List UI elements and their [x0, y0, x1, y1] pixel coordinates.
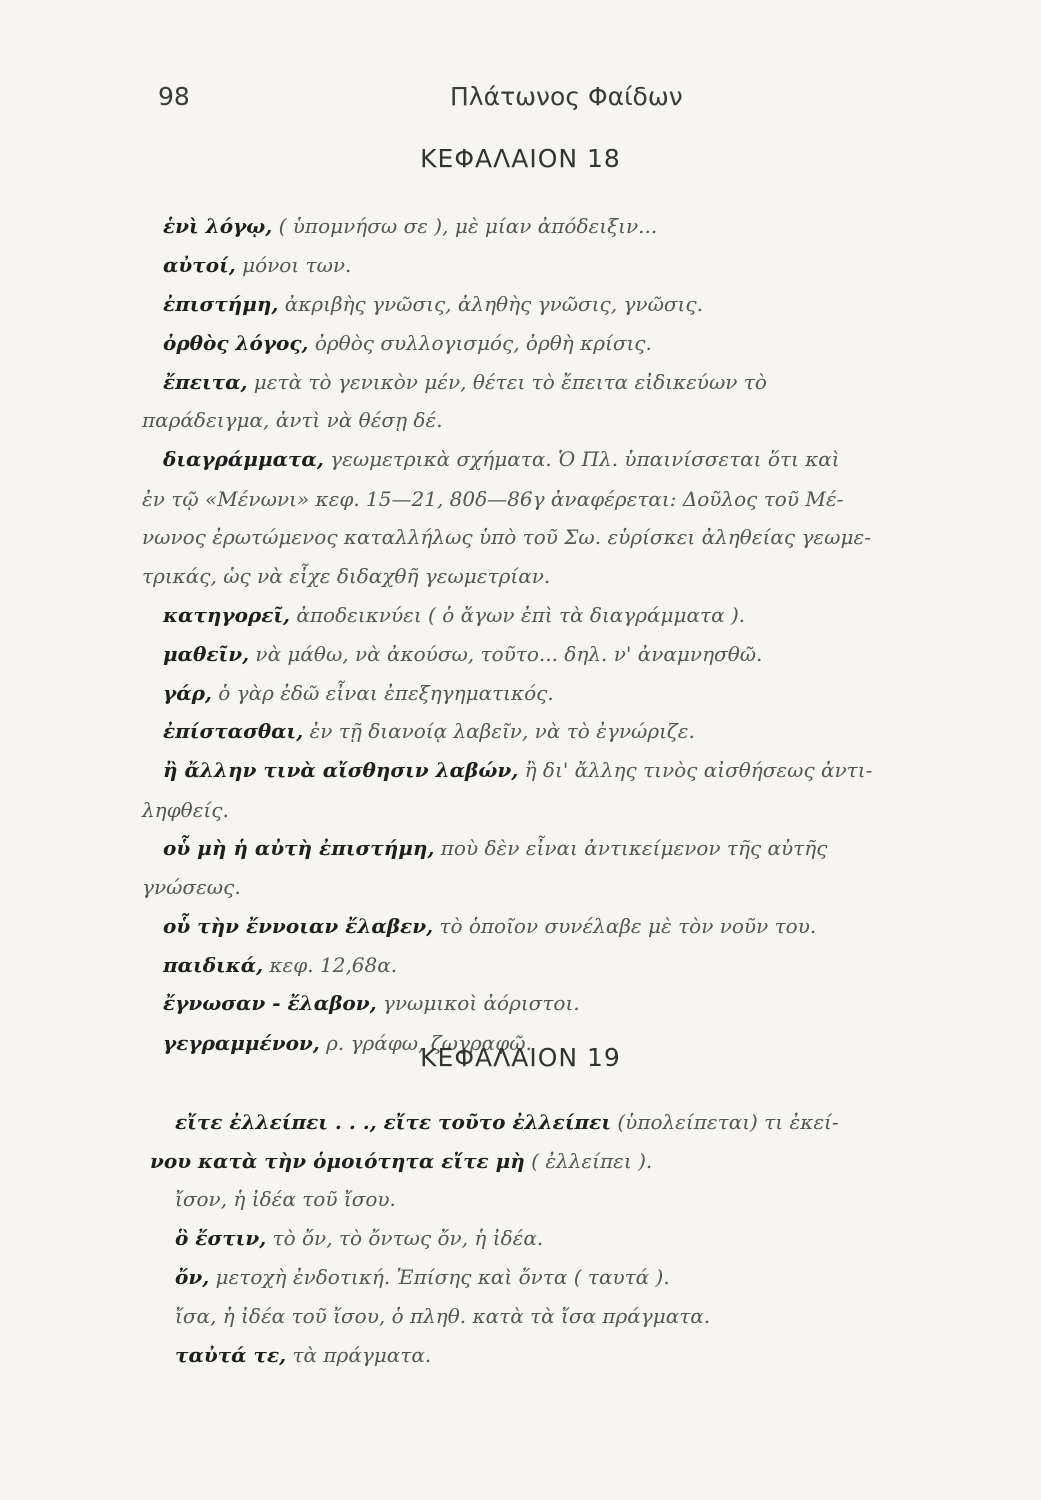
glossary-line — [150, 1149, 652, 1173]
glossary-definition: ( ὑπομνήσω σε ), μὲ μίαν ἀπόδειξιν... — [272, 214, 658, 238]
glossary-definition: ἴσα, ἡ ἰδέα τοῦ ἴσου, ὁ πληθ. κατὰ τὰ ἴσα πράγματα. — [175, 1304, 711, 1328]
glossary-line — [175, 1110, 839, 1134]
glossary-line — [163, 331, 652, 355]
glossary-definition: παράδειγμα, ἀντὶ νὰ θέσῃ δέ. — [142, 408, 443, 432]
glossary-definition: τὰ πράγματα. — [286, 1343, 432, 1367]
glossary-line — [142, 408, 443, 432]
glossary-definition: ( ἐλλείπει ). — [524, 1149, 653, 1173]
glossary-line — [175, 1226, 543, 1250]
glossary-term: ὀρθὸς λόγος, — [163, 331, 309, 355]
glossary-definition: ποὺ δὲν εἶναι ἀντικείμενον τῆς αὐτῆς — [434, 836, 828, 860]
glossary-term: ἐπιστήμη, — [163, 292, 279, 316]
glossary-definition: τὸ ὁποῖον συνέλαβε μὲ τὸν νοῦν του. — [433, 914, 817, 938]
glossary-line — [142, 525, 871, 549]
glossary-line — [175, 1187, 396, 1211]
glossary-definition: ὀρθὸς συλλογισμός, ὀρθὴ κρίσις. — [308, 331, 652, 355]
glossary-definition: ἢ δι' ἄλλης τινὸς αἰσθήσεως ἀντι- — [518, 758, 873, 782]
glossary-definition: ὁ γὰρ ἐδῶ εἶναι ἐπεξηγηματικός. — [211, 681, 554, 705]
glossary-definition: μετὰ τὸ γενικὸν μέν, θέτει τὸ ἔπειτα εἰδικεύων τὸ — [247, 370, 767, 394]
glossary-term: εἴτε ἐλλείπει . . ., εἴτε τοῦτο ἐλλείπει — [175, 1110, 611, 1134]
glossary-term: ὃ ἔστιν, — [175, 1226, 267, 1250]
glossary-line — [163, 214, 657, 238]
glossary-definition: γνωμικοὶ ἀόριστοι. — [376, 991, 580, 1015]
glossary-term: ἢ ἄλλην τινὰ αἴσθησιν λαβών, — [163, 758, 519, 782]
glossary-definition: ρ. γράφω, ζωγραφῶ. — [319, 1031, 532, 1055]
glossary-term: ἐπίστασθαι, — [163, 719, 304, 743]
glossary-term: ὄν, — [175, 1265, 210, 1289]
glossary-definition: γεωμετρικὰ σχήματα. Ὁ Πλ. ὑπαινίσσεται ὅτι καὶ — [323, 447, 840, 471]
glossary-line — [142, 564, 550, 588]
glossary-term: οὗ τὴν ἔννοιαν ἔλαβεν, — [163, 914, 434, 938]
glossary-definition: τὸ ὄν, τὸ ὄντως ὄν, ἡ ἰδέα. — [266, 1226, 544, 1250]
glossary-definition: (ὑπολείπεται) τι ἐκεί- — [611, 1110, 839, 1134]
glossary-line — [163, 758, 872, 782]
glossary-term: γεγραμμένον, — [163, 1031, 320, 1055]
glossary-term: κατηγορεῖ, — [163, 603, 291, 627]
glossary-term: ἑνὶ λόγῳ, — [163, 214, 273, 238]
glossary-definition: κεφ. 12,68α. — [263, 953, 398, 977]
glossary-line — [142, 487, 843, 511]
page-header — [158, 82, 958, 122]
glossary-line — [163, 681, 554, 705]
glossary-definition: γνώσεως. — [142, 875, 241, 899]
glossary-line — [175, 1304, 710, 1328]
glossary-definition: ἴσον, ἡ ἰδέα τοῦ ἴσου. — [175, 1187, 396, 1211]
glossary-definition: μόνοι των. — [235, 253, 352, 277]
glossary-term: γάρ, — [163, 681, 212, 705]
glossary-line — [163, 991, 580, 1015]
glossary-line — [175, 1265, 670, 1289]
glossary-definition: ἐν τῷ «Μένωνι» κεφ. 15—21, 80δ—86γ ἀναφέρεται: Δοῦλος τοῦ Μέ- — [142, 487, 844, 511]
glossary-line — [163, 719, 695, 743]
glossary-term: αὐτοί, — [163, 253, 236, 277]
page-number: 98 — [158, 82, 190, 111]
glossary-term: ταὐτά τε, — [175, 1343, 287, 1367]
glossary-term: ἔπειτα, — [163, 370, 248, 394]
chapter-19-heading: ΚΕΦΑΛΑΙΟΝ 19 — [420, 1043, 621, 1072]
glossary-definition: νὰ μάθω, νὰ ἀκούσω, τοῦτο... δηλ. ν' ἀναμνησθῶ. — [249, 642, 763, 666]
glossary-line — [163, 253, 351, 277]
chapter-18-heading: ΚΕΦΑΛΑΙΟΝ 18 — [420, 144, 621, 173]
glossary-line — [163, 836, 827, 860]
glossary-line — [175, 1343, 431, 1367]
glossary-term: παιδικά, — [163, 953, 264, 977]
glossary-term: ἔγνωσαν - ἔλαβον, — [163, 991, 377, 1015]
glossary-definition: νωνος ἐρωτώμενος καταλλήλως ὑπὸ τοῦ Σω. εὑρίσκει ἀληθείας γεωμε- — [142, 525, 871, 549]
glossary-term: διαγράμματα, — [163, 447, 324, 471]
glossary-line — [163, 953, 397, 977]
running-title: Πλάτωνος Φαίδων — [450, 82, 683, 111]
glossary-line — [163, 603, 745, 627]
glossary-line — [163, 370, 767, 394]
glossary-line — [163, 642, 762, 666]
glossary-term: μαθεῖν, — [163, 642, 250, 666]
glossary-definition: ἐν τῇ διανοίᾳ λαβεῖν, νὰ τὸ ἐγνώριζε. — [303, 719, 695, 743]
glossary-term: νου κατὰ τὴν ὁμοιότητα εἴτε μὴ — [150, 1149, 525, 1173]
glossary-definition: ληφθείς. — [142, 798, 229, 822]
glossary-line — [142, 875, 241, 899]
glossary-definition: μετοχὴ ἐνδοτική. Ἐπίσης καὶ ὄντα ( ταυτά ). — [209, 1265, 670, 1289]
glossary-definition: τρικάς, ὡς νὰ εἶχε διδαχθῆ γεωμετρίαν. — [142, 564, 551, 588]
glossary-line — [163, 914, 816, 938]
glossary-line — [142, 798, 229, 822]
glossary-definition: ἀκριβὴς γνῶσις, ἀληθὴς γνῶσις, γνῶσις. — [278, 292, 703, 316]
glossary-definition: ἀποδεικνύει ( ὁ ἄγων ἐπὶ τὰ διαγράμματα ). — [290, 603, 746, 627]
glossary-line — [163, 447, 840, 471]
glossary-line — [163, 292, 703, 316]
glossary-term: οὗ μὴ ἡ αὐτὴ ἐπιστήμη, — [163, 836, 435, 860]
